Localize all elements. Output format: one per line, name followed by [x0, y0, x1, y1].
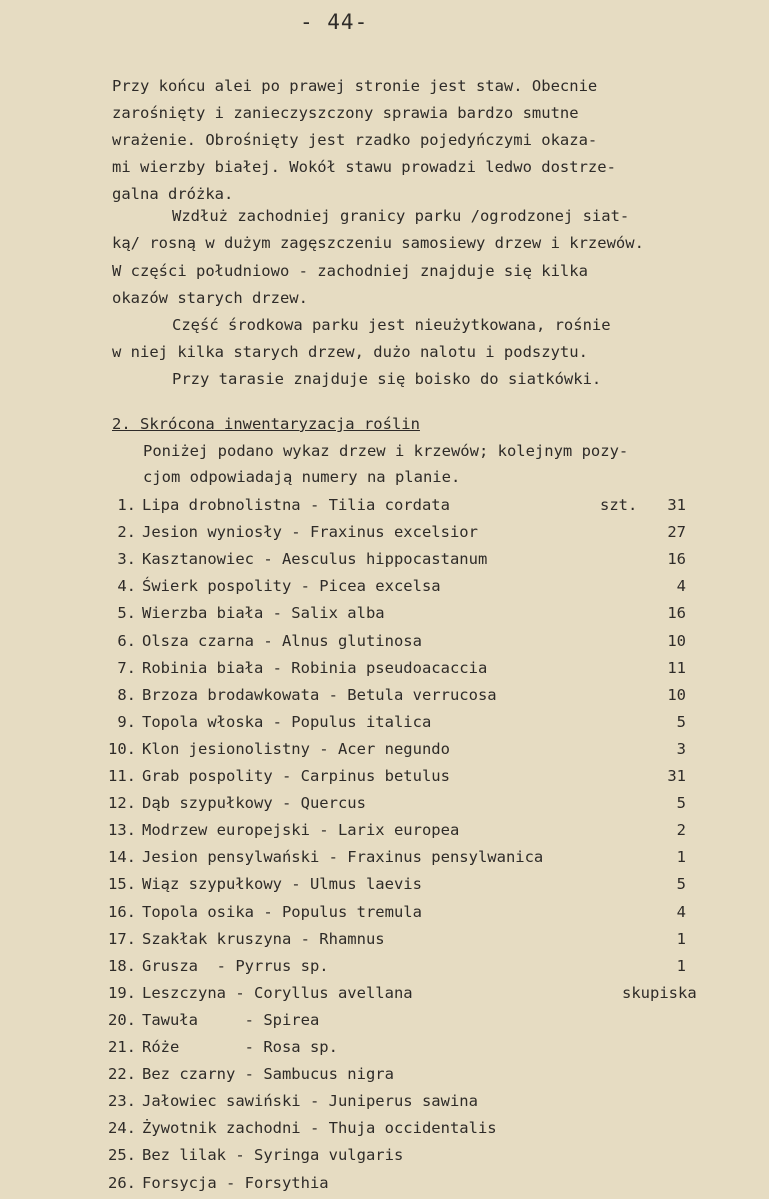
- item-quantity: 11: [667, 659, 686, 677]
- item-number: 11.: [108, 767, 136, 785]
- item-quantity: 5: [676, 875, 686, 893]
- unit-label: szt.: [600, 496, 638, 514]
- item-number: 8.: [117, 686, 136, 704]
- item-number: 9.: [117, 713, 136, 731]
- item-name: Róże - Rosa sp.: [142, 1038, 338, 1056]
- paragraph-line: wrażenie. Obrośnięty jest rzadko pojedyńczymi okaza-: [112, 131, 598, 149]
- item-name: Kasztanowiec - Aesculus hippocastanum: [142, 550, 488, 568]
- item-name: Brzoza brodawkowata - Betula verrucosa: [142, 686, 497, 704]
- item-number: 21.: [108, 1038, 136, 1056]
- intro-line: Poniżej podano wykaz drzew i krzewów; kolejnym pozy-: [143, 442, 629, 460]
- item-name: Wiąz szypułkowy - Ulmus laevis: [142, 875, 422, 893]
- item-number: 22.: [108, 1065, 136, 1083]
- item-name: Robinia biała - Robinia pseudoacaccia: [142, 659, 488, 677]
- item-name: Klon jesionolistny - Acer negundo: [142, 740, 450, 758]
- item-quantity: 10: [667, 632, 686, 650]
- item-number: 4.: [117, 577, 136, 595]
- item-quantity: 1: [676, 957, 686, 975]
- item-number: 16.: [108, 903, 136, 921]
- item-name: Tawuła - Spirea: [142, 1011, 320, 1029]
- paragraph-line: okazów starych drzew.: [112, 289, 308, 307]
- item-number: 15.: [108, 875, 136, 893]
- item-number: 12.: [108, 794, 136, 812]
- item-name: Forsycja - Forsythia: [142, 1174, 329, 1192]
- paragraph-line: Przy tarasie znajduje się boisko do siatkówki.: [172, 370, 602, 388]
- item-quantity: 27: [667, 523, 686, 541]
- paragraph-line: zarośnięty i zanieczyszczony sprawia bardzo smutne: [112, 104, 579, 122]
- item-number: 1.: [117, 496, 136, 514]
- intro-line: cjom odpowiadają numery na planie.: [143, 468, 461, 486]
- item-quantity: 3: [676, 740, 686, 758]
- item-quantity: 10: [667, 686, 686, 704]
- item-number: 26.: [108, 1174, 136, 1192]
- item-quantity: 5: [676, 713, 686, 731]
- item-number: 6.: [117, 632, 136, 650]
- item-quantity: 31: [667, 767, 686, 785]
- item-name: Leszczyna - Coryllus avellana: [142, 984, 413, 1002]
- paragraph-line: Część środkowa parku jest nieużytkowana, rośnie: [172, 316, 611, 334]
- item-name: Topola osika - Populus tremula: [142, 903, 422, 921]
- item-number: 3.: [117, 550, 136, 568]
- item-name: Lipa drobnolistna - Tilia cordata: [142, 496, 450, 514]
- item-name: Olsza czarna - Alnus glutinosa: [142, 632, 422, 650]
- item-quantity: 5: [676, 794, 686, 812]
- item-number: 19.: [108, 984, 136, 1002]
- paragraph-line: w niej kilka starych drzew, dużo nalotu i podszytu.: [112, 343, 588, 361]
- item-quantity: 4: [676, 903, 686, 921]
- item-number: 24.: [108, 1119, 136, 1137]
- paragraph-line: W części południowo - zachodniej znajduje się kilka: [112, 262, 588, 280]
- item-number: 25.: [108, 1146, 136, 1164]
- item-number: 14.: [108, 848, 136, 866]
- item-number: 5.: [117, 604, 136, 622]
- paragraph-line: Przy końcu alei po prawej stronie jest staw. Obecnie: [112, 77, 598, 95]
- item-name: Wierzba biała - Salix alba: [142, 604, 385, 622]
- item-name: Żywotnik zachodni - Thuja occidentalis: [142, 1119, 497, 1137]
- item-number: 17.: [108, 930, 136, 948]
- item-number: 13.: [108, 821, 136, 839]
- item-name: Bez czarny - Sambucus nigra: [142, 1065, 394, 1083]
- item-name: Jesion pensylwański - Fraxinus pensylwanica: [142, 848, 544, 866]
- item-quantity: 16: [667, 550, 686, 568]
- item-name: Modrzew europejski - Larix europea: [142, 821, 460, 839]
- item-name: Jesion wyniosły - Fraxinus excelsior: [142, 523, 478, 541]
- item-number: 10.: [108, 740, 136, 758]
- section-heading: 2. Skrócona inwentaryzacja roślin: [112, 415, 420, 433]
- item-name: Jałowiec sawiński - Juniperus sawina: [142, 1092, 478, 1110]
- item-name: Topola włoska - Populus italica: [142, 713, 432, 731]
- page-number: - 44-: [300, 10, 369, 34]
- paragraph-line: mi wierzby białej. Wokół stawu prowadzi ledwo dostrze-: [112, 158, 616, 176]
- item-name: Grusza - Pyrrus sp.: [142, 957, 329, 975]
- item-name: Szakłak kruszyna - Rhamnus: [142, 930, 385, 948]
- item-number: 23.: [108, 1092, 136, 1110]
- item-quantity: 4: [676, 577, 686, 595]
- item-name: Świerk pospolity - Picea excelsa: [142, 577, 441, 595]
- item-quantity: 2: [676, 821, 686, 839]
- item-name: Grab pospolity - Carpinus betulus: [142, 767, 450, 785]
- item-name: Bez lilak - Syringa vulgaris: [142, 1146, 404, 1164]
- item-name: Dąb szypułkowy - Quercus: [142, 794, 366, 812]
- item-quantity: 1: [676, 848, 686, 866]
- item-quantity: 1: [676, 930, 686, 948]
- paragraph-line: Wzdłuż zachodniej granicy parku /ogrodzonej siat-: [172, 207, 630, 225]
- item-number: 18.: [108, 957, 136, 975]
- item-number: 2.: [117, 523, 136, 541]
- paragraph-line: galna dróżka.: [112, 185, 234, 203]
- item-quantity: 16: [667, 604, 686, 622]
- item-number: 20.: [108, 1011, 136, 1029]
- item-number: 7.: [117, 659, 136, 677]
- item-quantity: 31: [667, 496, 686, 514]
- paragraph-line: ką/ rosną w dużym zagęszczeniu samosiewy drzew i krzewów.: [112, 234, 644, 252]
- item-quantity: skupiska: [622, 984, 697, 1002]
